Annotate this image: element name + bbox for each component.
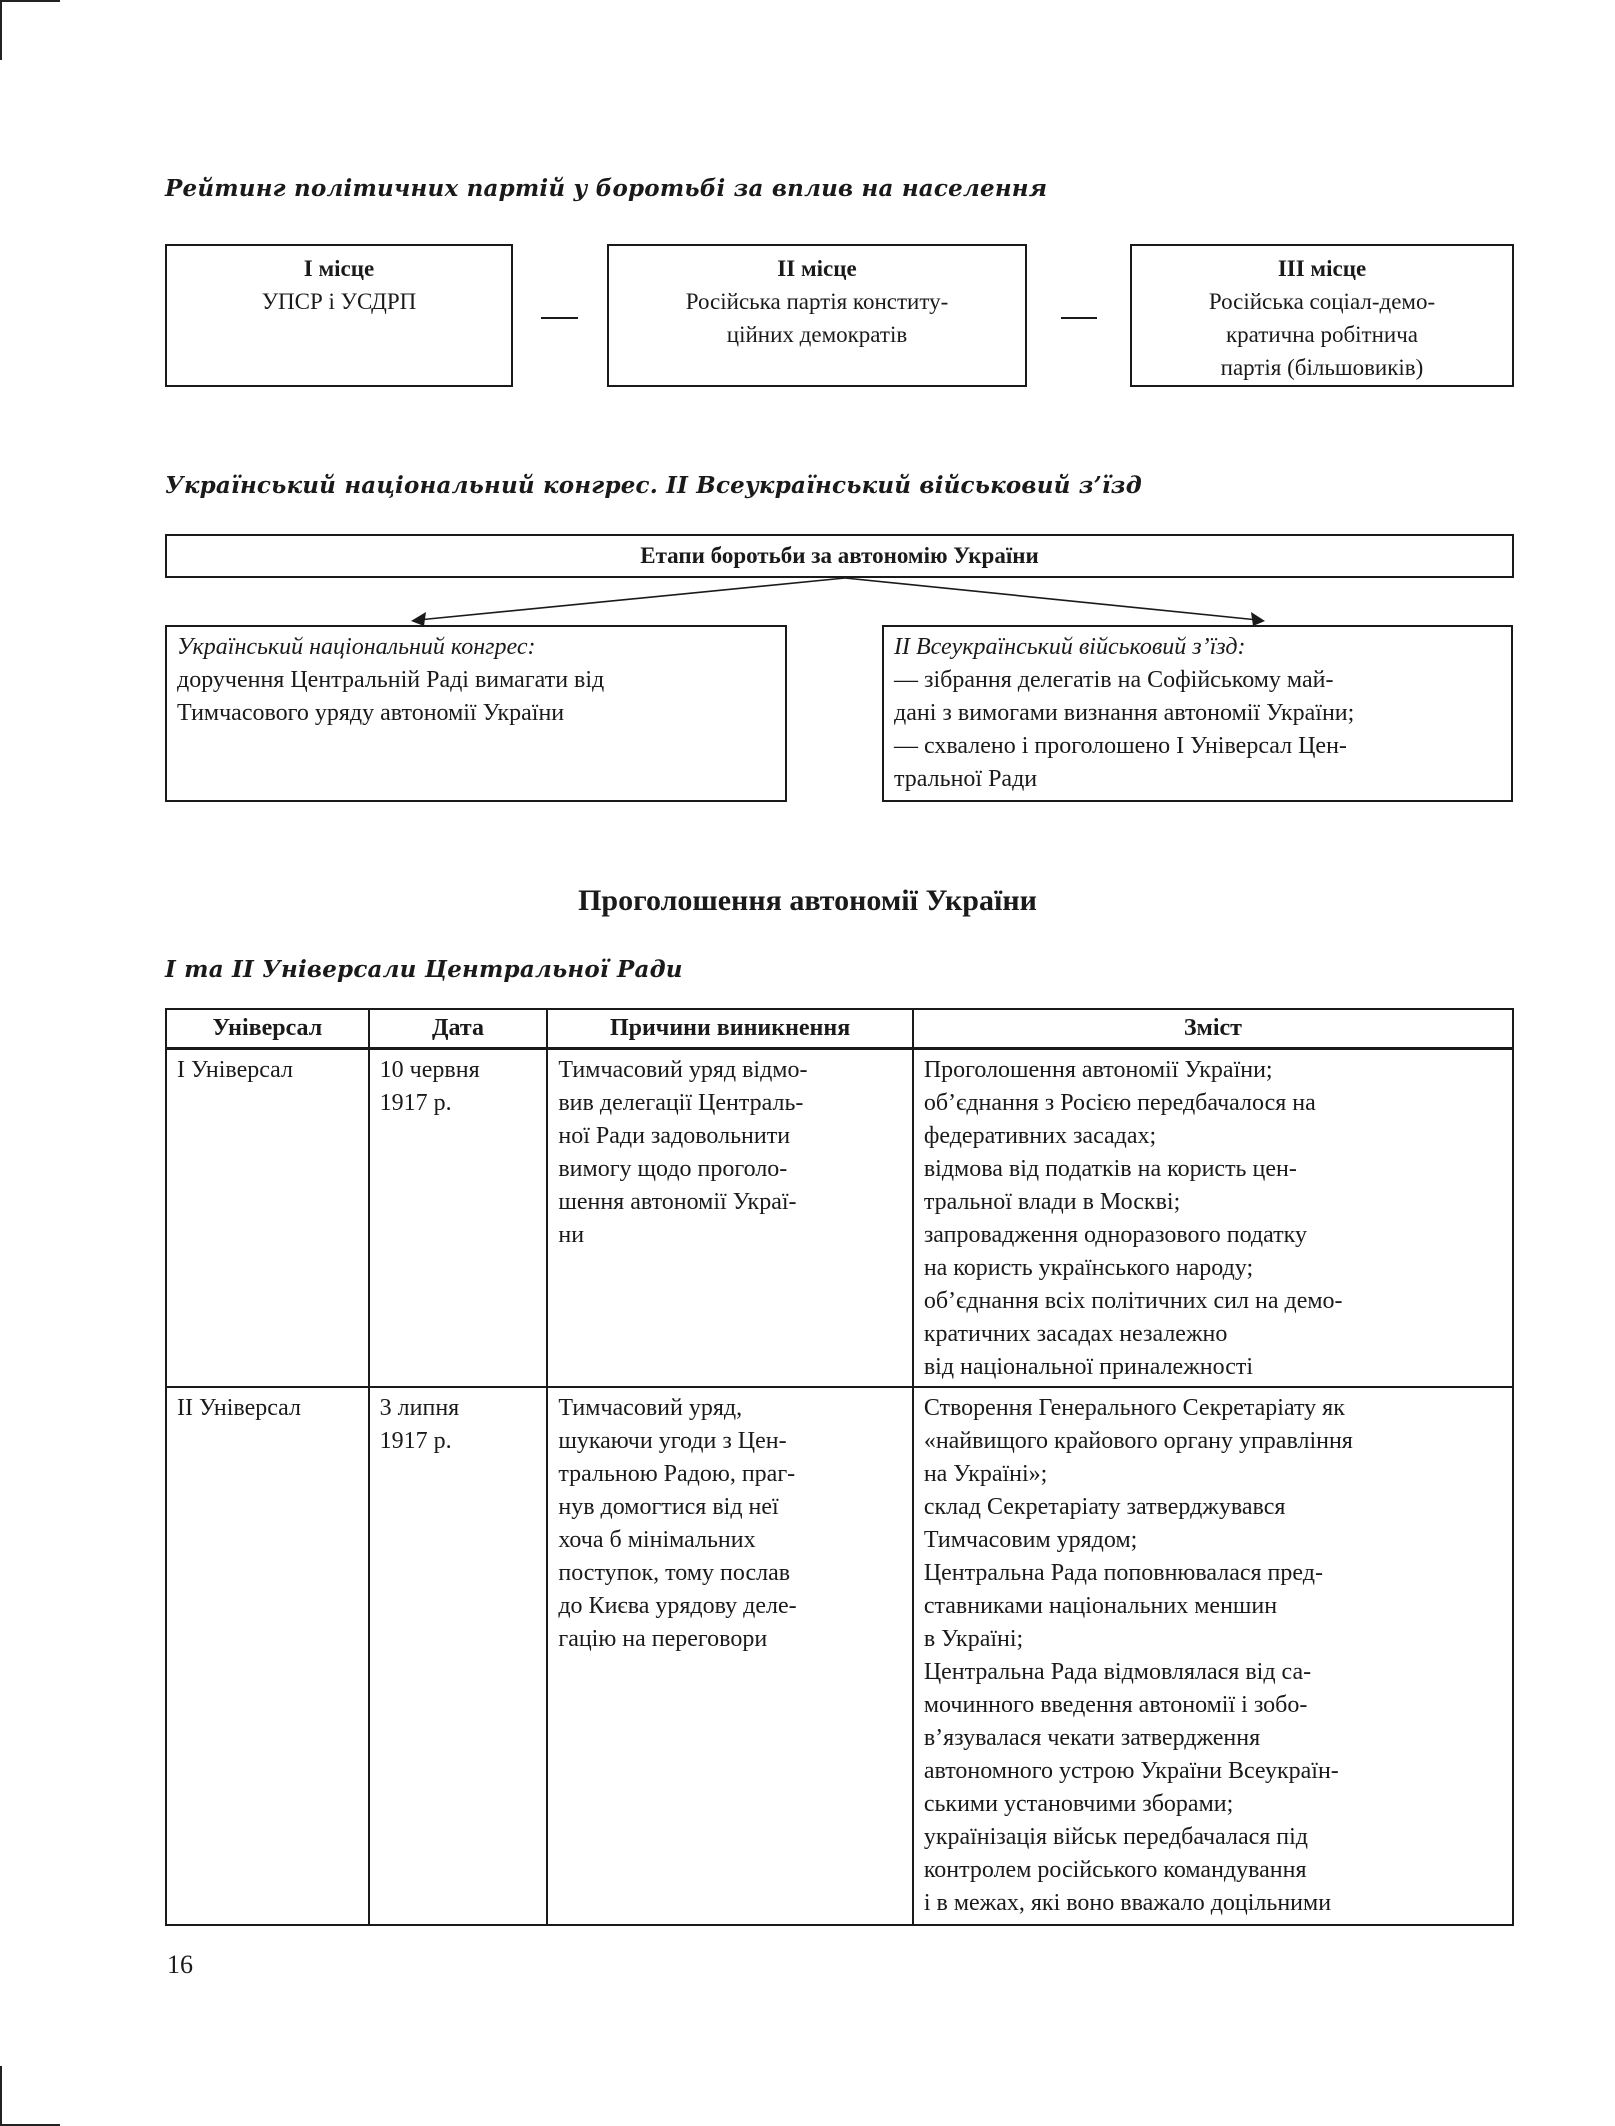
cell-text: автономного устрою України Всеукраїн- [923,1758,1339,1784]
rank-place-label: ІІІ місце [1277,256,1367,281]
cell-reasons [547,1049,912,1388]
cell-text: кратичних засадах незалежно [923,1321,1228,1347]
stage-box-military-congress [882,625,1513,802]
cell-text: «найвищого крайового органу управління [923,1428,1353,1454]
stage-box-national-congress [165,625,787,802]
rank-separator-dash [541,317,578,319]
stage-line: доручення Центральній Раді вимагати від [177,667,605,693]
cell-text: ної Ради задовольнити [558,1123,791,1149]
cell-text: тральною Радою, праг- [558,1461,796,1487]
rank-place-label: І місце [303,256,375,281]
cell-text: нув домогтися від неї [558,1494,779,1520]
rank-party-line: Російська партія конститу- [685,289,949,314]
rank-box-second [607,244,1027,387]
table-row [166,1049,1513,1388]
cell-text: вив делегації Централь- [558,1090,804,1116]
cell-text: контролем російського командування [923,1857,1307,1883]
column-header: Зміст [913,1009,1513,1049]
universals-table [165,1008,1514,1926]
cell-text: шукаючи угоди з Цен- [558,1428,787,1454]
section-title: Проголошення автономії України [578,884,1037,917]
table-row [166,1387,1513,1925]
cell-content [913,1387,1513,1925]
stage-title: Український національний конгрес: [177,634,536,660]
rank-party-line: Російська соціал-демо- [1208,289,1436,314]
stage-line: — схвалено і проголошено І Універсал Цен- [894,733,1347,759]
stage-title: ІІ Всеукраїнський військовий з’їзд: [894,634,1246,660]
cell-reasons [547,1387,912,1925]
cell-text: тральної влади в Москві; [923,1189,1181,1215]
cell-text: І Універсал [177,1057,294,1083]
cell-text: Тимчасовий уряд, [558,1395,743,1421]
column-header: Дата [369,1009,548,1049]
rank-box-first [165,244,513,387]
table-title: І та ІІ Універсали Центральної Ради [165,956,683,983]
cell-text: 3 липня [379,1395,460,1421]
cell-text: шення автономії Украї- [558,1189,797,1215]
cell-text: до Києва урядову деле- [558,1593,797,1619]
table-header-row [166,1009,1513,1049]
ranking-title: Рейтинг політичних партій у боротьбі за вплив на населення [165,175,1048,202]
page-number: 16 [167,1950,193,1979]
cell-text: 10 червня [379,1057,480,1083]
column-header: Універсал [166,1009,369,1049]
cell-text: Центральна Рада відмовлялася від са- [923,1659,1312,1685]
stage-line: Тимчасового уряду автономії України [177,700,565,726]
cell-text: Проголошення автономії України; [923,1057,1273,1083]
cell-text: українізація військ передбачалася під [923,1824,1309,1850]
cell-text: в’язувалася чекати затвердження [923,1725,1261,1751]
congress-title: Український національний конгрес. ІІ Всеукраїнський військовий з’їзд [165,472,1142,499]
cell-text: склад Секретаріату затверджувався [923,1494,1286,1520]
arrow-right-icon [845,578,1265,626]
cell-text: ставниками національних меншин [923,1593,1278,1619]
column-header: Причини виникнення [547,1009,912,1049]
cell-text: 1917 р. [379,1090,452,1116]
cell-date [369,1049,548,1388]
cell-text: від національної приналежності [923,1354,1254,1380]
rank-party-line: ційних демократів [726,322,908,347]
crop-mark-top-left-vertical [0,0,2,60]
cell-text: гацію на переговори [558,1626,768,1652]
cell-text: Створення Генерального Секретаріату як [923,1395,1345,1421]
crop-mark-top-left-horizontal [0,0,60,2]
cell-text: Тимчасовим урядом; [923,1527,1138,1553]
cell-universal [166,1049,369,1388]
cell-text: об’єднання з Росією передбачалося на [923,1090,1316,1116]
stage-line: — зібрання делегатів на Софійському май- [894,667,1334,693]
cell-text: в Україні; [923,1626,1024,1652]
rank-party-line: кратична робітнича [1225,322,1419,347]
cell-text: об’єднання всіх політичних сил на демо- [923,1288,1343,1314]
cell-text: мочинного введення автономії і зобо- [923,1692,1308,1718]
cell-date [369,1387,548,1925]
cell-text: вимогу щодо проголо- [558,1156,788,1182]
rank-place-label: ІІ місце [777,256,857,281]
cell-text: хоча б мінімальних [558,1527,756,1553]
cell-text: Центральна Рада поповнювалася пред- [923,1560,1323,1586]
cell-text: федеративних засадах; [923,1123,1157,1149]
stages-header-label: Етапи боротьби за автономію України [640,543,1039,568]
cell-text: ни [558,1222,585,1248]
cell-text: відмова від податків на користь цен- [923,1156,1297,1182]
arrow-left-icon [411,578,845,626]
rank-separator-dash [1061,317,1097,319]
stage-line: тральної Ради [894,766,1038,792]
cell-text: ІІ Універсал [177,1395,302,1421]
stage-line: дані з вимогами визнання автономії України; [894,700,1355,726]
cell-text: запровадження одноразового податку [923,1222,1307,1248]
cell-universal [166,1387,369,1925]
cell-text: 1917 р. [379,1428,452,1454]
rank-party-line: УПСР і УСДРП [261,289,417,314]
cell-text: і в межах, які воно вважало доцільними [923,1890,1332,1916]
rank-party-line: партія (більшовиків) [1220,355,1424,380]
rank-box-third [1130,244,1514,387]
cell-text: поступок, тому послав [558,1560,791,1586]
crop-mark-bottom-left-vertical [0,2066,2,2126]
cell-content [913,1049,1513,1388]
cell-text: Тимчасовий уряд відмо- [558,1057,808,1083]
cell-text: на користь українського народу; [923,1255,1254,1281]
cell-text: на Україні»; [923,1461,1048,1487]
cell-text: ськими установчими зборами; [923,1791,1234,1817]
